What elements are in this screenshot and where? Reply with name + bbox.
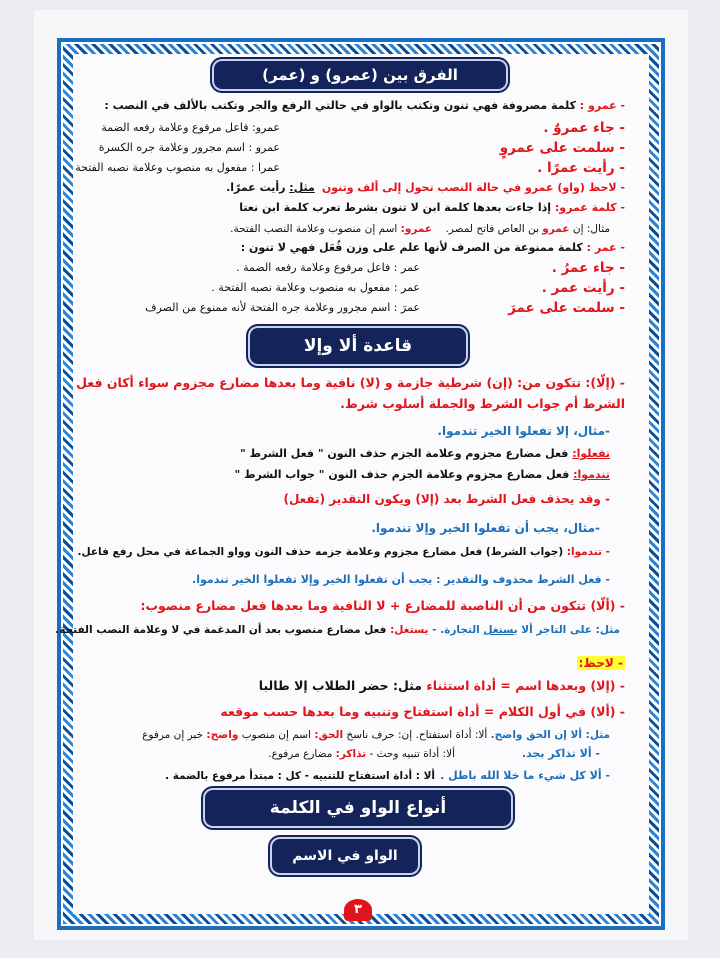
alla-rule: - (ألّا) تتكون من أن الناصبة للمضارع + لا النافية وما بعدها فعل مضارع منصوب: — [140, 598, 625, 613]
omar-definition: - عمر : كلمة ممنوعة من الصرف لأنها علم على وزن فُعَل فهي لا تنون : — [240, 241, 625, 254]
section-title-amr-omar: الفرق بين (عمرو) و (عمر) — [214, 61, 506, 89]
illa-note: - وقد يحذف فعل الشرط بعد (إلا) ويكون التقدير (تفعل) — [283, 492, 610, 506]
page-number: ٣ — [344, 899, 372, 921]
illa-rule-line-2: الشرط أم جواب الشرط والجملة أسلوب شرط. — [340, 396, 625, 411]
illa-parse-4: - فعل الشرط محذوف والتقدير : يجب أن تفعلوا الخير وإلا تفعلوا الخير تندموا. — [192, 573, 610, 586]
section-title-alla-illa: قاعدة ألا وإلا — [250, 328, 466, 364]
omar-example-2: - رأيت عمر . — [541, 280, 625, 296]
alla-example-2-parse: ألا: أداة تنبيه وحث - تذاكر: مضارع مرفوع. — [268, 748, 455, 760]
note-label: - لاحظ: — [578, 656, 623, 670]
illa-parse-1: تفعلوا: فعل مضارع مجزوم وعلامة الجزم حذف النون " فعل الشرط " — [240, 447, 610, 460]
illa-exception-note: - (إلا) وبعدها اسم = أداة استثناء مثل: حضر الطلاب إلا طالبا — [258, 678, 625, 693]
alla-example-3: - ألا كل شيء ما خلا الله باطل . — [440, 769, 610, 782]
amr-note-2-example: مثال: إن عمرو بن العاص فاتح لمصر. عمرو: اسم إن منصوب وعلامة النصب الفتحة. — [230, 223, 610, 235]
amr-example-3: - رأيت عمرًا . — [537, 160, 625, 176]
amr-note-1: - لاحظ (واو) عمرو في حالة النصب تحول إلى ألف وتنون مثل: رأيت عمرًا. — [226, 181, 625, 194]
illa-parse-3: - تندموا: (جواب الشرط) فعل مضارع مجزوم وعلامة جزمه حذف النون وواو الجماعة في محل رفع فاعل. — [77, 546, 610, 558]
illa-parse-2: تندموا: فعل مضارع مجزوم وعلامة الجزم حذف النون " جواب الشرط " — [234, 468, 610, 481]
omar-example-3-parse: عمرَ : اسم مجرور وعلامة جره الفتحة لأنه ممنوع من الصرف — [145, 301, 420, 314]
illa-example: -مثال، إلا تفعلوا الخير تندموا. — [437, 424, 610, 438]
amr-definition: - عمرو : كلمة مصروفة فهي تنون وتكتب بالواو في حالتي الرفع والجر وتكتب بالألف في النصب : — [104, 99, 625, 112]
alla-example-1: مثل: ألا إن الحق واضح. ألا: أداة استفتاح. إن: حرف ناسخ الحق: اسم إن منصوب واضح: خبر إن مرفوع — [142, 729, 610, 741]
omar-example-1: - جاء عمرُ . — [551, 260, 625, 276]
amr-example-1-parse: عمرو: فاعل مرفوع وعلامة رفعه الضمة — [101, 121, 280, 134]
omar-example-3: - سلمت على عمرَ — [508, 300, 625, 316]
alla-example: مثل: على التاجر ألا يستغل التجارة. - يستغل: فعل مضارع منصوب بعد أن المدغمة في لا وعلامة النصب الفتحة. — [55, 624, 620, 636]
section-title-waw-in-noun: الواو في الاسم — [272, 839, 418, 873]
amr-example-3-parse: عمرا : مفعول به منصوب وعلامة نصبه الفتحة — [75, 161, 280, 174]
alla-opening-note: - (ألا) في أول الكلام = أداة استفتاح وتنبيه وما بعدها حسب موقعه — [220, 704, 625, 719]
illa-rule-line-1: - (إلّا): تتكون من: (إن) شرطية جازمة و (لا) نافية وما بعدها مضارع مجزوم سواء أكان فعل — [76, 375, 625, 390]
omar-example-2-parse: عمر : مفعول به منصوب وعلامة نصبه الفتحة . — [211, 281, 420, 294]
amr-example-1: - جاء عمروٌ . — [543, 120, 625, 136]
amr-note-2: - كلمة عمرو: إذا جاءت بعدها كلمة ابن لا تنون بشرط تعرب كلمة ابن نعتا — [239, 201, 625, 214]
alla-example-2: - ألا تذاكر بجد. — [521, 747, 600, 760]
illa-example-2: -مثال، يجب أن تفعلوا الخير وإلا تندموا. — [371, 521, 600, 535]
amr-example-2: - سلمت على عمروٍ — [499, 140, 625, 156]
alla-example-3-parse: ألا : أداة استفتاح للتنبيه - كل : مبتدأ مرفوع بالضمة . — [165, 770, 435, 782]
amr-example-2-parse: عمرو : اسم مجرور وعلامة جره الكسرة — [98, 141, 280, 154]
omar-example-1-parse: عمر : فاعل مرفوع وعلامة رفعه الضمة . — [236, 261, 420, 274]
section-title-waw-types: أنواع الواو في الكلمة — [205, 790, 511, 826]
